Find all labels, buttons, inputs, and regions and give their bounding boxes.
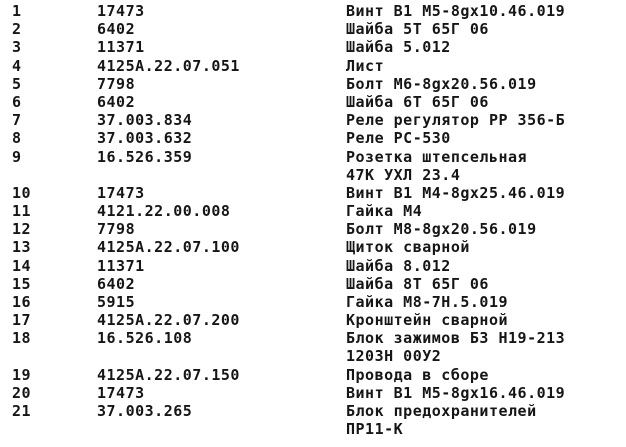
item-code: 4125А.22.07.100 [97, 238, 240, 257]
item-name-line: Щиток сварной [346, 238, 470, 257]
item-name [346, 293, 508, 311]
item-number: 6 [12, 92, 22, 111]
item-name-line: Винт В1 М5-8gx16.46.019 [346, 383, 566, 402]
item-name-line: Блок зажимов БЗ Н19-213 [346, 329, 566, 348]
item-name-line: Провода в сборе [346, 365, 489, 384]
item-name [346, 329, 565, 365]
item-number: 1 [12, 2, 22, 20]
item-name-line: 1203Н 00У2 [346, 347, 442, 366]
table-row [0, 20, 626, 38]
item-number: 7 [12, 111, 22, 130]
item-number: 15 [12, 274, 32, 293]
table-row [0, 238, 626, 256]
item-code: 7798 [97, 220, 136, 239]
item-code: 6402 [97, 20, 136, 39]
item-code: 16.526.108 [97, 329, 193, 348]
item-code: 37.003.834 [97, 111, 193, 130]
table-row [0, 93, 626, 111]
item-name-line: Болт М8-8gx20.56.019 [346, 220, 537, 239]
table-row [0, 111, 626, 129]
item-number: 21 [12, 402, 32, 421]
item-code: 11371 [97, 256, 145, 275]
item-code: 5915 [97, 293, 136, 312]
item-code: 4125А.22.07.200 [97, 311, 240, 330]
item-name-line: Лист [346, 56, 385, 75]
item-name-line: Шайба 5Т 65Г 06 [346, 20, 489, 39]
table-row [0, 384, 626, 402]
item-name-line: Блок предохранителей [346, 402, 537, 421]
item-name [346, 257, 451, 275]
item-code: 7798 [97, 74, 136, 93]
item-name [346, 311, 508, 329]
table-row [0, 257, 626, 275]
table-row [0, 293, 626, 311]
item-name-line: Шайба 8.012 [346, 256, 451, 275]
item-number: 9 [12, 147, 22, 166]
table-row [0, 148, 626, 184]
table-row [0, 75, 626, 93]
item-name [346, 238, 470, 256]
table-row [0, 366, 626, 384]
item-name-line: Реле РС-530 [346, 129, 451, 148]
table-row [0, 402, 626, 438]
item-name-line: Гайка М4 [346, 202, 423, 221]
item-number: 12 [12, 220, 32, 239]
item-name [346, 402, 537, 438]
item-name-line: Розетка штепсельная [346, 147, 528, 166]
table-row [0, 2, 626, 20]
item-code: 16.526.359 [97, 147, 193, 166]
item-name [346, 111, 565, 129]
item-name-line: Шайба 5.012 [346, 38, 451, 57]
table-row [0, 329, 626, 365]
item-name-line: Кронштейн сварной [346, 311, 509, 330]
item-name [346, 20, 489, 38]
table-row [0, 311, 626, 329]
item-name-line: Болт М6-8gx20.56.019 [346, 74, 537, 93]
table-row [0, 57, 626, 75]
table-row [0, 38, 626, 56]
item-name [346, 2, 565, 20]
item-code: 37.003.265 [97, 402, 193, 421]
item-name [346, 366, 489, 384]
item-name [346, 93, 489, 111]
table-row [0, 202, 626, 220]
item-name-line: Шайба 6Т 65Г 06 [346, 92, 489, 111]
item-name [346, 75, 537, 93]
item-number: 18 [12, 329, 32, 348]
item-code: 4125А.22.07.051 [97, 56, 240, 75]
item-number: 16 [12, 293, 32, 312]
item-name [346, 38, 451, 56]
item-code: 4121.22.00.008 [97, 202, 231, 221]
item-name [346, 129, 451, 147]
item-number: 11 [12, 202, 32, 221]
item-name-line: ПР11-К [346, 420, 404, 439]
item-number: 17 [12, 311, 32, 330]
table-row [0, 184, 626, 202]
item-number: 14 [12, 256, 32, 275]
table-row [0, 129, 626, 147]
item-name-line: Реле регулятор РР 356-Б [346, 111, 566, 130]
item-number: 4 [12, 56, 22, 75]
item-name [346, 220, 537, 238]
item-number: 19 [12, 365, 32, 384]
item-number: 5 [12, 74, 22, 93]
item-number: 10 [12, 183, 32, 202]
item-code: 6402 [97, 274, 136, 293]
item-code: 6402 [97, 92, 136, 111]
item-code: 37.003.632 [97, 129, 193, 148]
parts-table [0, 2, 626, 439]
item-name-line: Гайка М8-7Н.5.019 [346, 293, 509, 312]
item-code: 11371 [97, 38, 145, 57]
item-code: 4125А.22.07.150 [97, 365, 240, 384]
item-number: 2 [12, 20, 22, 39]
item-code: 17473 [97, 383, 145, 402]
item-name [346, 202, 422, 220]
item-number: 8 [12, 129, 22, 148]
item-code: 17473 [97, 183, 145, 202]
item-name [346, 384, 565, 402]
item-name [346, 184, 565, 202]
item-number: 3 [12, 38, 22, 57]
table-row [0, 275, 626, 293]
item-name [346, 57, 384, 75]
item-name [346, 148, 527, 184]
item-name [346, 275, 489, 293]
item-code: 17473 [97, 2, 145, 20]
item-number: 13 [12, 238, 32, 257]
table-row [0, 220, 626, 238]
item-number: 20 [12, 383, 32, 402]
item-name-line: Винт В1 М5-8gx10.46.019 [346, 2, 566, 20]
item-name-line: Винт В1 М4-8gx25.46.019 [346, 183, 566, 202]
item-name-line: 47К УХЛ 23.4 [346, 165, 461, 184]
item-name-line: Шайба 8Т 65Г 06 [346, 274, 489, 293]
